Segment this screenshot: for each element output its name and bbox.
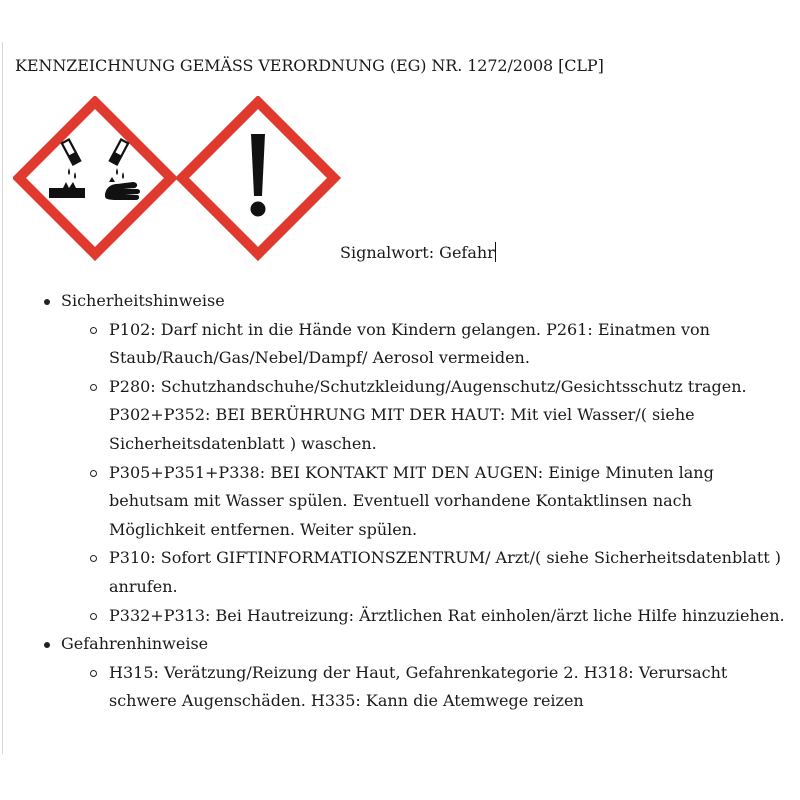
statement-text: P102: Darf nicht in die Hände von Kindern gelangen. P261: Einatmen von Staub/Rauch/Gas/Nebel/Dampf/ Aerosol vermeiden. (109, 319, 710, 368)
bullet-disc-icon (44, 642, 50, 648)
list-item (109, 544, 789, 601)
list-item (109, 459, 789, 545)
bullet-circle-icon (90, 470, 97, 477)
text-cursor (495, 242, 496, 262)
statement-text: P280: Schutzhandschuhe/Schutzkleidung/Augenschutz/Gesichtsschutz tragen. P302+P352: BEI BERÜHRUNG MIT DER HAUT: Mit viel Wasser/( siehe Sicherheitsdatenblatt ) waschen. (109, 376, 747, 453)
list-item (109, 659, 789, 716)
bullet-circle-icon (90, 670, 97, 677)
precautionary-statements-list (61, 316, 789, 631)
statement-text: P310: Sofort GIFTINFORMATIONSZENTRUM/ Arzt/( siehe Sicherheitsdatenblatt ) anrufen. (109, 548, 782, 596)
list-item (109, 316, 789, 373)
bullet-disc-icon (44, 299, 50, 305)
clp-labelling-heading: KENNZEICHNUNG GEMÄSS VERORDNUNG (EG) NR. 1272/2008 [CLP] (15, 56, 604, 75)
hazard-statements-list (0, 287, 785, 716)
hazard-pictograms (13, 96, 343, 262)
hazard-statements-sublist (61, 659, 789, 716)
bullet-circle-icon (90, 613, 97, 620)
section-title: Sicherheitshinweise (61, 291, 225, 310)
section-title: Gefahrenhinweise (61, 634, 209, 654)
section-precautionary (61, 287, 785, 630)
statement-text: P332+P313: Bei Hautreizung: Ärztlichen Rat einholen/ärzt liche Hilfe hinzuziehen. (109, 605, 785, 625)
bullet-circle-icon (90, 327, 97, 334)
signal-word-text: Signalwort: Gefahr (340, 243, 495, 262)
ghs07-exclamation-mark-icon (182, 102, 334, 254)
statement-text: P305+P351+P338: BEI KONTAKT MIT DEN AUGEN: Einige Minuten lang behutsam mit Wasser spülen. Eventuell vorhandene Kontaktlinsen nach Möglichkeit entfernen. Weiter spülen. (109, 462, 714, 539)
section-hazard (61, 630, 781, 716)
list-item (109, 373, 789, 459)
statement-text: H315: Verätzung/Reizung der Haut, Gefahrenkategorie 2. H318: Verursacht schwere Augenschäden. H335: Kann die Atemwege reizen (109, 662, 728, 711)
ghs05-corrosion-icon (19, 102, 171, 254)
bullet-circle-icon (90, 555, 97, 562)
bullet-circle-icon (90, 384, 97, 391)
signal-word (340, 242, 496, 262)
list-item (109, 602, 789, 631)
